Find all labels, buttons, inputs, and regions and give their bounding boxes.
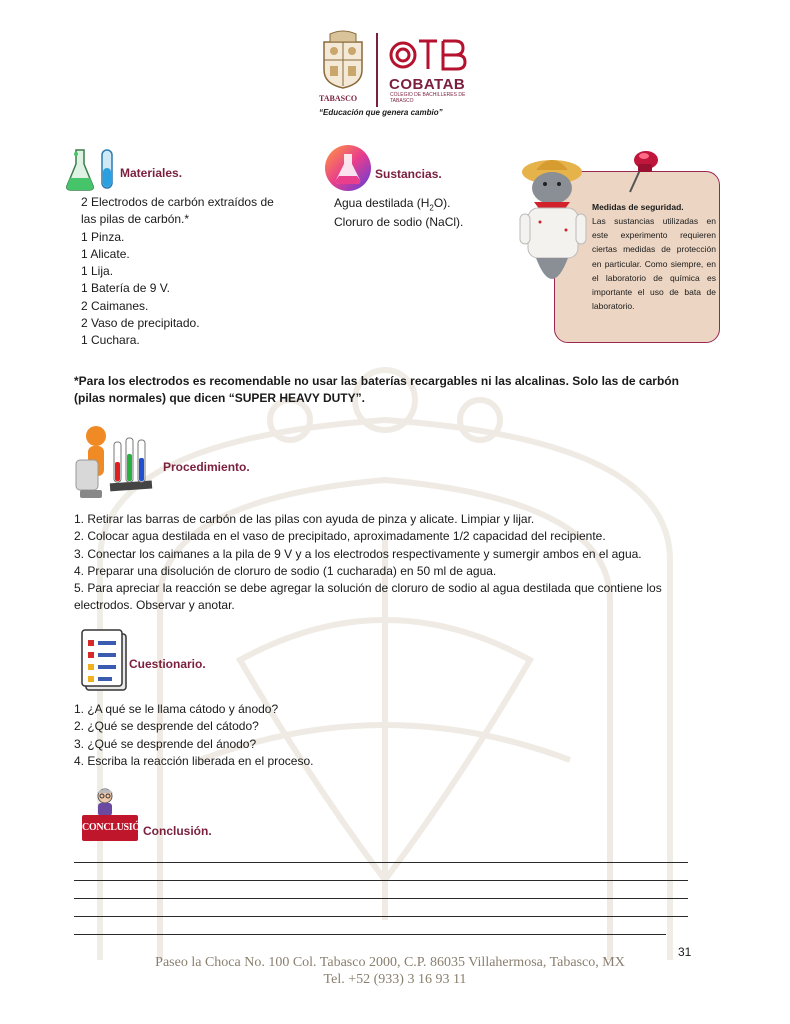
footer-address: Paseo la Choca No. 100 Col. Tabasco 2000, C.P. 86035 Villahermosa, Tabasco, MX xyxy=(155,955,625,970)
answer-line xyxy=(74,880,688,881)
electrodes-footnote: *Para los electrodos es recomendable no usar las baterías recargables ni las alcalinas. Solo las de carbón (pilas normales) que dicen “SUPER HEAVY DUTY”. xyxy=(74,374,679,405)
conclusion-badge: CONCLUSIÓN xyxy=(82,815,138,841)
sustancias-item-nacl: Cloruro de sodio (NaCl). xyxy=(334,215,464,229)
list-item: 2. ¿Qué se desprende del cátodo? xyxy=(74,719,259,734)
pushpin-icon xyxy=(622,146,662,196)
institution-name: COBATAB xyxy=(389,76,466,93)
cuestionario-questions xyxy=(74,701,474,770)
footer-phone: Tel. +52 (933) 3 16 93 11 xyxy=(323,972,467,987)
list-item: 5. Para apreciar la reacción se debe agregar la solución de cloruro de sodio al agua destilada que contiene los electrodos. Observar y anotar. xyxy=(74,581,662,613)
list-item: 2 Electrodos de carbón extraídos de xyxy=(81,195,274,209)
answer-line xyxy=(74,862,688,863)
page-number: 31 xyxy=(678,945,692,959)
answer-line xyxy=(74,916,688,917)
list-item: 1 Cuchara. xyxy=(81,333,140,348)
list-item: 3. Conectar los caimanes a la pila de 9 V y a los electrodos respectivamente y sumergir ambos en el agua. xyxy=(74,546,642,561)
list-item: 1. ¿A qué se le llama cátodo y ánodo? xyxy=(74,702,279,716)
cobatab-logo-icon xyxy=(389,36,467,74)
list-item: 2 Vaso de precipitado. xyxy=(81,316,200,331)
tabasco-seal-icon xyxy=(318,30,368,90)
institution-full-name: COLEGIO DE BACHILLERES DE TABASCO xyxy=(390,92,466,104)
conclusion-title: Conclusión. xyxy=(143,824,212,838)
list-item: 1 Pinza. xyxy=(81,229,125,244)
professor-icon xyxy=(92,787,118,817)
scientist-test-tubes-icon xyxy=(70,424,154,502)
answer-lines xyxy=(74,845,688,935)
slogan: “Educación que genera cambio” xyxy=(319,108,443,117)
list-item: 2 Caimanes. xyxy=(81,298,149,313)
manatee-mascot-icon xyxy=(516,150,590,300)
cuestionario-title: Cuestionario. xyxy=(129,657,206,671)
materiales-list xyxy=(81,194,311,350)
list-item: 4. Preparar una disolución de cloruro de sodio (1 cucharada) en 50 ml de agua. xyxy=(74,563,497,578)
answer-line xyxy=(74,934,666,935)
list-item: 1 Lija. xyxy=(81,264,114,279)
procedimiento-title: Procedimiento. xyxy=(163,460,250,474)
procedimiento-steps xyxy=(74,511,704,615)
checklist-icon xyxy=(80,628,130,694)
sustancias-item-water: Agua destilada $(H_2O)$. xyxy=(334,196,451,213)
list-item: 1. Retirar las barras de carbón de las pilas con ayuda de pinza y alicate. Limpiar y lijar. xyxy=(74,512,535,526)
list-item: 1 Alicate. xyxy=(81,246,130,261)
sustancias-title: Sustancias. xyxy=(375,167,442,181)
list-item: 2. Colocar agua destilada en el vaso de precipitado, aproximadamente 1/2 capacidad del recipiente. xyxy=(74,529,606,544)
list-item: las pilas de carbón.* xyxy=(81,212,190,227)
list-item: 3. ¿Qué se desprende del ánodo? xyxy=(74,736,257,751)
chemistry-flask-icon xyxy=(324,144,372,192)
answer-line xyxy=(74,898,688,899)
list-item: 1 Batería de 9 V. xyxy=(81,281,170,296)
list-item: 4. Escriba la reacción liberada en el proceso. xyxy=(74,753,314,768)
lab-flasks-icon xyxy=(66,146,122,192)
safety-text: Las sustancias utilizadas en este experimento requieren ciertas medidas de protección en particular. Como siempre, en el laboratorio de química es importante el uso de bata de laboratorio. xyxy=(592,216,716,312)
state-name: TABASCO xyxy=(319,94,358,103)
safety-title: Medidas de seguridad. xyxy=(592,202,684,212)
materiales-title: Materiales. xyxy=(120,166,183,180)
logo-divider xyxy=(376,33,378,107)
